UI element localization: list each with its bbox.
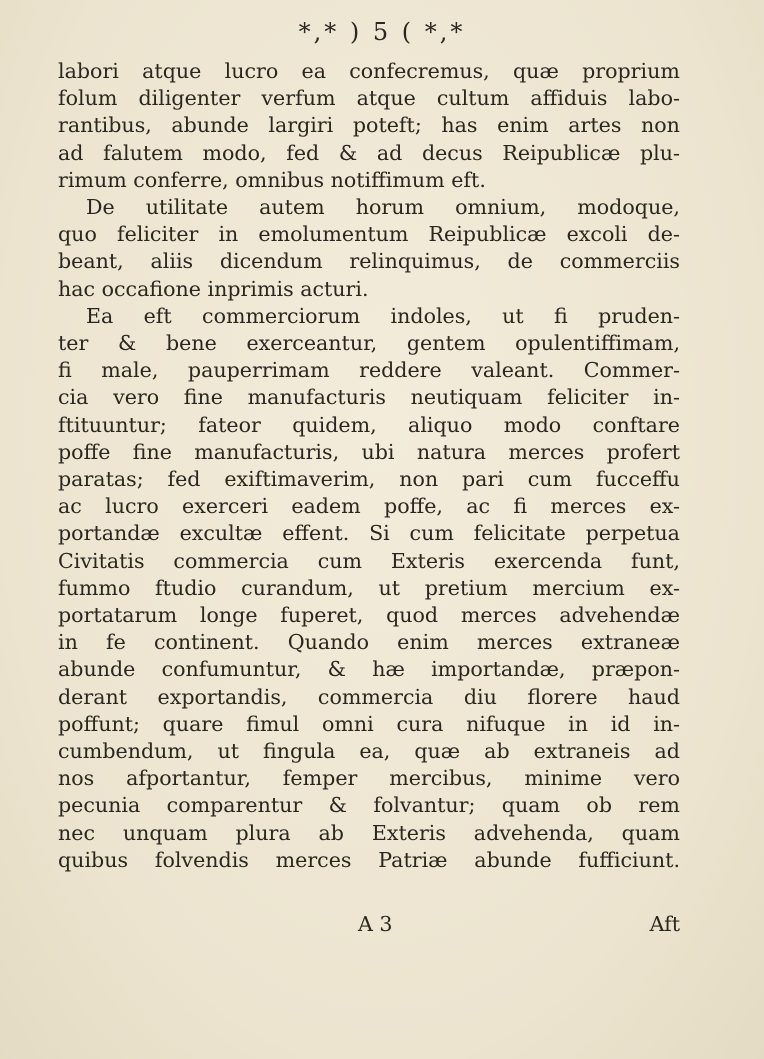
word: neutiquam bbox=[410, 385, 523, 410]
word: ea bbox=[301, 59, 326, 83]
word: quare bbox=[162, 711, 224, 736]
word: merces bbox=[508, 439, 585, 464]
word: feliciter bbox=[547, 385, 629, 410]
text-line bbox=[58, 330, 680, 357]
word: fimul bbox=[246, 711, 300, 736]
text-line bbox=[58, 493, 680, 520]
word: afportantur, bbox=[126, 766, 251, 791]
word: relinquimus, bbox=[349, 249, 481, 274]
word: ex- bbox=[649, 575, 680, 600]
word: notiffimum bbox=[330, 167, 452, 192]
word: artes bbox=[568, 113, 622, 138]
word: ad bbox=[58, 140, 84, 165]
word: quo bbox=[58, 222, 97, 247]
word: inprimis bbox=[207, 276, 301, 301]
word: ab bbox=[318, 820, 344, 845]
word: manufacturis, bbox=[194, 439, 340, 464]
word: poteft; bbox=[352, 113, 422, 138]
word: plu- bbox=[639, 140, 680, 165]
word: fi bbox=[554, 303, 568, 328]
word: modo bbox=[503, 412, 562, 437]
word: de- bbox=[647, 222, 680, 247]
word: ubi bbox=[361, 439, 395, 464]
word: modo, bbox=[202, 140, 267, 165]
word: cum bbox=[527, 467, 573, 492]
word: portandæ bbox=[58, 521, 160, 546]
text-line bbox=[58, 765, 680, 792]
word: advehenda, bbox=[473, 820, 594, 845]
word: minime bbox=[524, 766, 603, 791]
word: effent. bbox=[282, 521, 350, 546]
word: fateor bbox=[198, 412, 261, 437]
word: merces bbox=[550, 494, 627, 519]
body-text bbox=[58, 58, 680, 874]
text-line bbox=[58, 85, 680, 112]
word: portatarum bbox=[58, 603, 178, 628]
word: merces bbox=[275, 847, 352, 872]
word: ab bbox=[484, 739, 510, 764]
word: ob bbox=[586, 793, 613, 818]
word: merces bbox=[476, 630, 553, 655]
word: eadem bbox=[291, 494, 361, 519]
word: omnium, bbox=[455, 195, 547, 220]
word: in bbox=[568, 711, 588, 736]
word: rem bbox=[638, 793, 680, 818]
word: cultum bbox=[436, 86, 510, 111]
word: beant, bbox=[58, 249, 124, 274]
text-line bbox=[58, 820, 680, 847]
word: occafione bbox=[101, 276, 208, 301]
word: poffunt; bbox=[58, 711, 140, 736]
word: & bbox=[328, 793, 347, 818]
word: advehendæ bbox=[559, 603, 680, 628]
word: curandum, bbox=[241, 575, 354, 600]
word: paratas; bbox=[58, 467, 144, 492]
word: confecremus, bbox=[349, 59, 490, 83]
word: quæ bbox=[414, 739, 461, 764]
word: ftudio bbox=[155, 575, 217, 600]
word: commerciis bbox=[559, 249, 680, 274]
word: reddere bbox=[359, 358, 442, 383]
word: ex- bbox=[649, 494, 680, 519]
word: fingula bbox=[263, 739, 336, 764]
word: in- bbox=[653, 385, 680, 410]
word: excultæ bbox=[179, 521, 263, 546]
word: fucceffu bbox=[595, 467, 680, 492]
word: atque bbox=[142, 59, 202, 83]
word: hac bbox=[58, 276, 102, 301]
word: eft bbox=[143, 303, 172, 328]
word: Exteris bbox=[371, 820, 446, 845]
word: quod bbox=[386, 603, 439, 628]
word: & bbox=[338, 140, 358, 165]
word: femper bbox=[282, 766, 358, 791]
word: exiftimaverim, bbox=[224, 467, 376, 492]
word: Reipublicæ bbox=[502, 140, 621, 165]
word: in- bbox=[653, 711, 680, 736]
text-line bbox=[58, 303, 680, 330]
word: gentem bbox=[406, 331, 486, 356]
word: in bbox=[218, 222, 239, 247]
word: ad bbox=[654, 739, 680, 764]
word: has bbox=[441, 113, 478, 138]
word: ut bbox=[217, 739, 240, 764]
text-line bbox=[58, 357, 680, 384]
word: ac bbox=[58, 494, 82, 519]
word: valeant. bbox=[471, 358, 555, 383]
word: comparentur bbox=[166, 793, 303, 818]
text-line bbox=[58, 58, 680, 85]
word: Ea bbox=[86, 303, 114, 328]
word: largiri bbox=[268, 113, 334, 138]
word: abunde bbox=[58, 657, 136, 682]
word: commercia bbox=[173, 548, 289, 573]
text-line bbox=[58, 792, 680, 819]
word: Si bbox=[369, 521, 390, 546]
word: aliis bbox=[150, 249, 194, 274]
signature-mark: A 3 bbox=[358, 912, 393, 936]
text-line bbox=[58, 194, 680, 221]
word: ea, bbox=[359, 739, 391, 764]
word: enim bbox=[397, 630, 449, 655]
word: rimum bbox=[58, 167, 134, 192]
word: conftare bbox=[592, 412, 680, 437]
word: opulentiffimam, bbox=[515, 331, 680, 356]
word: poffe, bbox=[384, 494, 443, 519]
word: excoli bbox=[566, 222, 628, 247]
word: fine bbox=[183, 385, 223, 410]
word: pecunia bbox=[58, 793, 141, 818]
word: eft. bbox=[451, 167, 486, 192]
text-line bbox=[58, 548, 680, 575]
word: horum bbox=[355, 195, 425, 220]
word: bene bbox=[165, 331, 217, 356]
word: merces bbox=[460, 603, 537, 628]
text-line bbox=[58, 248, 680, 275]
word: Quando bbox=[287, 630, 370, 655]
text-line bbox=[58, 602, 680, 629]
catchword: Aft bbox=[649, 912, 680, 936]
word: abunde bbox=[474, 847, 552, 872]
word: cumbendum, bbox=[58, 739, 194, 764]
word: folum bbox=[58, 86, 118, 111]
word: pari bbox=[461, 467, 504, 492]
word: derant bbox=[58, 684, 128, 709]
page-footer bbox=[58, 912, 680, 942]
text-line bbox=[58, 439, 680, 466]
word: florere bbox=[527, 684, 598, 709]
word: cum bbox=[317, 548, 363, 573]
word: quibus bbox=[58, 847, 129, 872]
word: modoque, bbox=[577, 195, 680, 220]
text-line bbox=[58, 112, 680, 139]
word: exportandis, bbox=[157, 684, 288, 709]
word: ftituuntur; bbox=[58, 412, 167, 437]
word: omnibus bbox=[235, 167, 331, 192]
word: labori bbox=[58, 59, 119, 83]
word: commerciorum bbox=[202, 303, 361, 328]
text-line bbox=[58, 575, 680, 602]
word: ac bbox=[466, 494, 491, 519]
word: mercium bbox=[532, 575, 625, 600]
text-line bbox=[58, 520, 680, 547]
word: male, bbox=[101, 358, 159, 383]
word: quam bbox=[501, 793, 561, 818]
word: Exteris bbox=[390, 548, 465, 573]
word: verfum bbox=[261, 86, 336, 111]
text-line bbox=[58, 167, 680, 194]
word: nifuque bbox=[466, 711, 546, 736]
word: Reipublicæ bbox=[428, 222, 547, 247]
word: lucro bbox=[224, 59, 279, 83]
word: folvantur; bbox=[373, 793, 476, 818]
word: commercia bbox=[317, 684, 434, 709]
word: ad bbox=[376, 140, 403, 165]
word: affiduis bbox=[530, 86, 608, 111]
word: utilitate bbox=[145, 195, 229, 220]
text-line bbox=[58, 140, 680, 167]
word: exerceantur, bbox=[246, 331, 378, 356]
word: feliciter bbox=[116, 222, 199, 247]
word: præpon- bbox=[591, 657, 680, 682]
text-line bbox=[58, 276, 680, 303]
word: fed bbox=[167, 467, 201, 492]
word: enim bbox=[497, 113, 549, 138]
word: proprium bbox=[582, 59, 680, 83]
word: omni bbox=[321, 711, 374, 736]
word: continent. bbox=[153, 630, 260, 655]
word: fe bbox=[106, 630, 126, 655]
word: id bbox=[610, 711, 631, 736]
word: & bbox=[117, 331, 137, 356]
word: atque bbox=[356, 86, 416, 111]
word: fi bbox=[58, 358, 72, 383]
text-line bbox=[58, 466, 680, 493]
word: quam bbox=[621, 820, 680, 845]
word: Patriæ bbox=[378, 847, 448, 872]
word: decus bbox=[421, 140, 483, 165]
word: fuperet, bbox=[280, 603, 364, 628]
text-line bbox=[58, 221, 680, 248]
word: confumuntur, bbox=[161, 657, 302, 682]
word: funt, bbox=[631, 548, 680, 573]
text-line bbox=[58, 684, 680, 711]
word: vero bbox=[633, 766, 680, 791]
word: longe bbox=[199, 603, 258, 628]
word: dicendum bbox=[219, 249, 323, 274]
word: abunde bbox=[171, 113, 249, 138]
text-line bbox=[58, 847, 680, 874]
word: exercenda bbox=[493, 548, 603, 573]
word: falutem bbox=[103, 140, 183, 165]
word: pretium bbox=[424, 575, 508, 600]
word: hæ bbox=[372, 657, 405, 682]
word: cia bbox=[58, 385, 89, 410]
word: & bbox=[327, 657, 346, 682]
word: ut bbox=[378, 575, 401, 600]
word: felicitate bbox=[473, 521, 566, 546]
word: unquam bbox=[122, 820, 208, 845]
word: fine bbox=[132, 439, 172, 464]
word: nos bbox=[58, 766, 95, 791]
word: De bbox=[86, 195, 115, 220]
word: perpetua bbox=[585, 521, 680, 546]
word: manufacturis bbox=[247, 385, 386, 410]
word: diu bbox=[463, 684, 497, 709]
word: quidem, bbox=[292, 412, 377, 437]
word: ter bbox=[58, 331, 89, 356]
word: quæ bbox=[513, 59, 559, 83]
text-line bbox=[58, 656, 680, 683]
word: labo- bbox=[628, 86, 680, 111]
word: haud bbox=[628, 684, 680, 709]
word: exerceri bbox=[182, 494, 269, 519]
word: rantibus, bbox=[58, 113, 152, 138]
word: autem bbox=[259, 195, 325, 220]
word: lucro bbox=[105, 494, 159, 519]
word: importandæ, bbox=[431, 657, 566, 682]
word: fummo bbox=[58, 575, 131, 600]
text-line bbox=[58, 384, 680, 411]
word: extraneæ bbox=[580, 630, 680, 655]
word: nec bbox=[58, 820, 95, 845]
word: plura bbox=[235, 820, 291, 845]
word: ut bbox=[502, 303, 524, 328]
word: mercibus, bbox=[389, 766, 493, 791]
word: pauperrimam bbox=[187, 358, 330, 383]
word: extraneis bbox=[533, 739, 631, 764]
word: in bbox=[58, 630, 78, 655]
word: Commer- bbox=[583, 358, 680, 383]
word: fed bbox=[286, 140, 320, 165]
word: fufficiunt. bbox=[578, 847, 680, 872]
word: folvendis bbox=[154, 847, 249, 872]
word: non bbox=[641, 113, 680, 138]
running-header: *,* ) 5 ( *,* bbox=[298, 18, 466, 46]
word: natura bbox=[416, 439, 487, 464]
word: aliquo bbox=[408, 412, 473, 437]
word: conferre, bbox=[133, 167, 236, 192]
word: non bbox=[399, 467, 439, 492]
word: diligenter bbox=[138, 86, 241, 111]
word: vero bbox=[113, 385, 160, 410]
word: cura bbox=[396, 711, 444, 736]
word: acturi. bbox=[300, 276, 369, 301]
word: cum bbox=[409, 521, 454, 546]
word: indoles, bbox=[390, 303, 472, 328]
text-line bbox=[58, 412, 680, 439]
text-line bbox=[58, 711, 680, 738]
word: de bbox=[507, 249, 533, 274]
word: emolumentum bbox=[258, 222, 409, 247]
text-line bbox=[58, 738, 680, 765]
word: poffe bbox=[58, 439, 111, 464]
word: pruden- bbox=[598, 303, 680, 328]
word: profert bbox=[606, 439, 680, 464]
text-line bbox=[58, 629, 680, 656]
word: fi bbox=[513, 494, 528, 519]
word: Civitatis bbox=[58, 548, 145, 573]
